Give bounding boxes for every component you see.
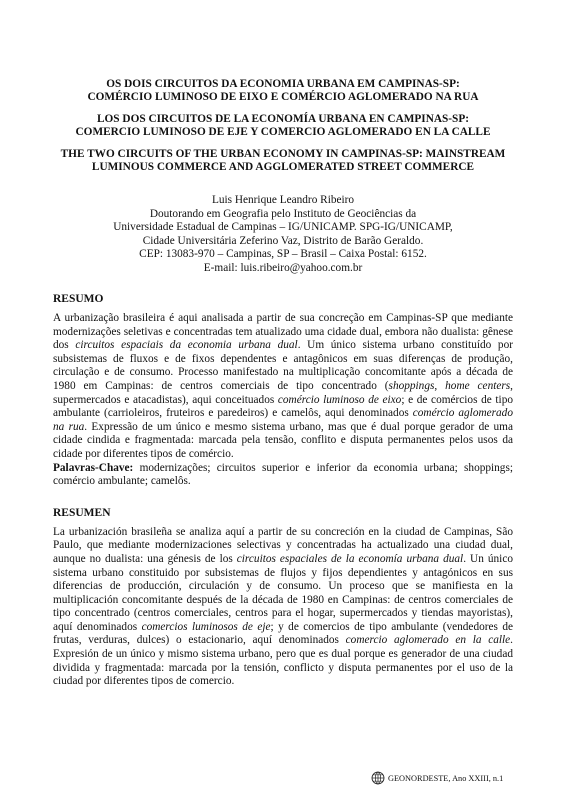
globe-logo-icon xyxy=(371,771,385,785)
page-footer xyxy=(371,771,503,785)
resumen-body: La urbanización brasileña se analiza aquí a partir de su concreción en la ciudad de Campinas, São Paulo, que mediante modernizaciones selectivas y concentradas ha actualizado una ciudad dual, aunque no dualista: una génesis de los circuitos espaciales de la economía urbana dual. Un único sistema urbano constituido por subsistemas de flujos y fijos dependientes y antagónicos en sus diferencias de producción, circulación y de consumo. Un proceso que se manifiesta en la multiplicación concomitante después de la década de 1980 en Campinas: de centros comerciales de tipo concentrado (centros comerciales, centros para el hogar, supermercados y tiendas mayoristas), aquí denominados comercios luminosos de eje; y de comercios de tipo ambulante (vendedores de frutas, verduras, dulces) o estacionario, aquí denominados comercio aglomerado en la calle. Expresión de un único y mismo sistema urbano, pero que es dual porque es generador de una ciudad dividida y fragmentada: marcada por la tensión, conflicto y disputa permanentes por el uso de la ciudad por diferentes tipos de comercio. xyxy=(53,525,514,688)
resumen-heading: RESUMEN xyxy=(53,506,111,519)
author-affiliation-line: Doutorando em Geografia pelo Instituto de Geociências da xyxy=(149,207,417,220)
title-portuguese: OS DOIS CIRCUITOS DA ECONOMIA URBANA EM CAMPINAS-SP: COMÉRCIO LUMINOSO DE EIXO E COMÉRCIO AGLOMERADO NA RUA xyxy=(87,78,479,103)
journal-footer-text: GEONORDESTE, Ano XXIII, n.1 xyxy=(388,773,504,783)
article-page xyxy=(53,78,513,689)
resumo-body: A urbanização brasileira é aqui analisada a partir de sua concreção em Campinas-SP que mediante modernizações seletivas e concentradas tem atualizado uma cidade dual, embora não dualista: gênese dos circuitos espaciais da economia urbana dual. Um único sistema urbano constituído por subsistemas de fluxos e de fixos dependentes e antagônicos em suas diferenças de produção, circulação e de consumo. Processo manifestado na multiplicação concomitante após a década de 1980 em Campinas: de centros comerciais de tipo concentrado (shoppings, home centers, supermercados e atacadistas), aqui conceituados comércio luminoso de eixo; e de comércios de tipo ambulante (carrioleiros, fruteiros e paredeiros) e camelôs, aqui denominados comércio aglomerado na rua. Expressão de um único e mesmo sistema urbano, mas que é dual porque gerador de uma cidade cindida e fragmentada: marcada pela tensão, conflito e disputa permanentes pelos usos da cidade por diferentes tipos de comércio. xyxy=(53,312,513,460)
title-spanish: LOS DOS CIRCUITOS DE LA ECONOMÍA URBANA EN CAMPINAS-SP: COMERCIO LUMINOSO DE EJE Y COMERCIO AGLOMERADO EN LA CALLE xyxy=(75,113,491,138)
author-address-line: CEP: 13083-970 – Campinas, SP – Brasil – Caixa Postal: 6152. xyxy=(139,248,427,260)
author-name: Luis Henrique Leandro Ribeiro xyxy=(211,194,355,206)
author-address-line: Cidade Universitária Zeferino Vaz, Distrito de Barão Geraldo. xyxy=(142,234,424,247)
resumo-keywords xyxy=(53,462,513,489)
author-affiliation-line: Universidade Estadual de Campinas – IG/UNICAMP. SPG-IG/UNICAMP, xyxy=(113,221,453,233)
author-email[interactable]: E-mail: luis.ribeiro@yahoo.com.br xyxy=(203,261,363,274)
resumo-heading: RESUMO xyxy=(53,293,104,305)
keywords-label: Palavras-Chave: xyxy=(53,461,134,474)
author-block xyxy=(53,194,513,275)
title-english: THE TWO CIRCUITS OF THE URBAN ECONOMY IN CAMPINAS-SP: MAINSTREAM LUMINOUS COMMERCE AND AGGLOMERATED STREET COMMERCE xyxy=(60,148,506,173)
keywords-list: modernizações; circuitos superior e inferior da economia urbana; shoppings; comércio ambulante; camelôs. xyxy=(53,461,513,488)
